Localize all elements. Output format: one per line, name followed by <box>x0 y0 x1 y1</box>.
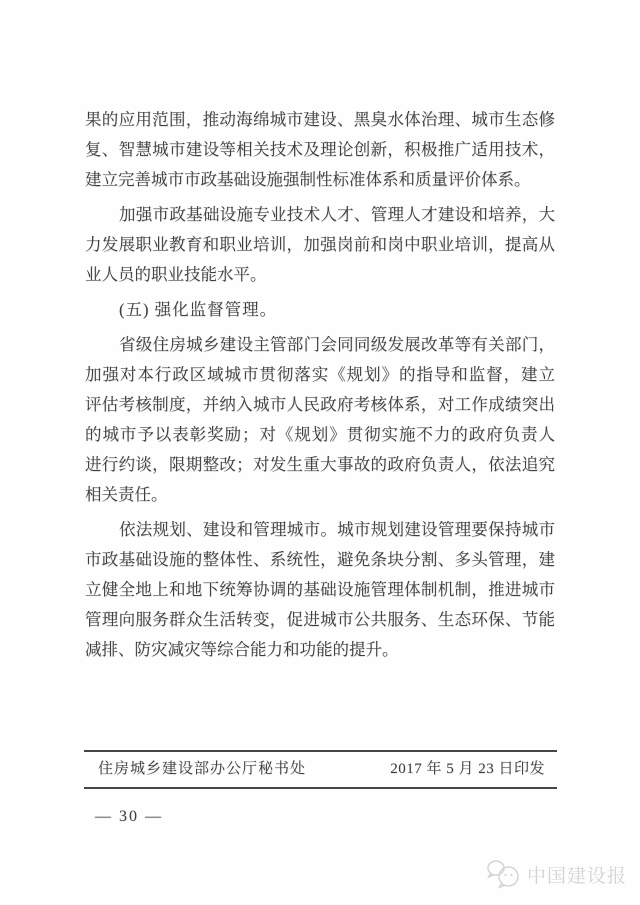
text-line: 管理向服务群众生活转变，促进城市公共服务、生态环保、节能 <box>85 610 555 629</box>
text-line: 依法规划、建设和管理城市。城市规划建设管理要保持城市 <box>119 520 555 539</box>
paragraph <box>85 105 555 195</box>
brand-watermark-text: 中国建设报 <box>526 865 627 887</box>
footer-divider-top <box>84 750 557 752</box>
text-line: 加强对本行政区域城市贯彻落实《规划》的指导和监督，建立 <box>85 365 555 384</box>
footer-divider-bottom <box>84 787 557 789</box>
text-line: 业人员的职业技能水平。 <box>85 265 267 284</box>
text-line: 力发展职业教育和职业培训，加强岗前和岗中职业培训，提高从 <box>85 235 555 254</box>
paragraph <box>85 200 555 290</box>
footer-issuer: 住房城乡建设部办公厅秘书处 <box>98 761 307 777</box>
footer-print-date: 2017 年 5 月 23 日印发 <box>390 761 545 777</box>
section-heading <box>85 295 555 325</box>
footer <box>84 757 557 781</box>
brand-watermark <box>486 859 627 889</box>
text-line: 进行约谈，限期整改；对发生重大事故的政府负责人，依法追究 <box>85 455 555 474</box>
page-number: — 30 — <box>95 808 163 825</box>
document-body <box>85 105 555 665</box>
text-line: 复、智慧城市建设等相关技术及理论创新，积极推广适用技术， <box>85 140 555 159</box>
text-line: 立健全地上和地下统筹协调的基础设施管理体制机制，推进城市 <box>85 580 555 599</box>
text-line: 市政基础设施的整体性、系统性，避免条块分割、多头管理，建 <box>85 550 555 569</box>
text-line: 加强市政基础设施专业技术人才、管理人才建设和培养，大 <box>119 205 555 224</box>
section-heading-text: (五) 强化监督管理。 <box>119 300 278 319</box>
text-line: 评估考核制度，并纳入城市人民政府考核体系，对工作成绩突出 <box>85 395 555 414</box>
wechat-icon <box>486 859 522 889</box>
paragraph <box>85 515 555 665</box>
text-line: 的城市予以表彰奖励；对《规划》贯彻实施不力的政府负责人 <box>85 425 555 444</box>
text-line: 省级住房城乡建设主管部门会同同级发展改革等有关部门， <box>119 335 555 354</box>
text-line: 建立完善城市市政基础设施强制性标准体系和质量评价体系。 <box>85 170 531 189</box>
text-line: 相关责任。 <box>85 485 168 504</box>
text-line: 果的应用范围，推动海绵城市建设、黑臭水体治理、城市生态修 <box>85 110 555 129</box>
text-line: 减排、防灾减灾等综合能力和功能的提升。 <box>85 640 399 659</box>
paragraph <box>85 330 555 510</box>
